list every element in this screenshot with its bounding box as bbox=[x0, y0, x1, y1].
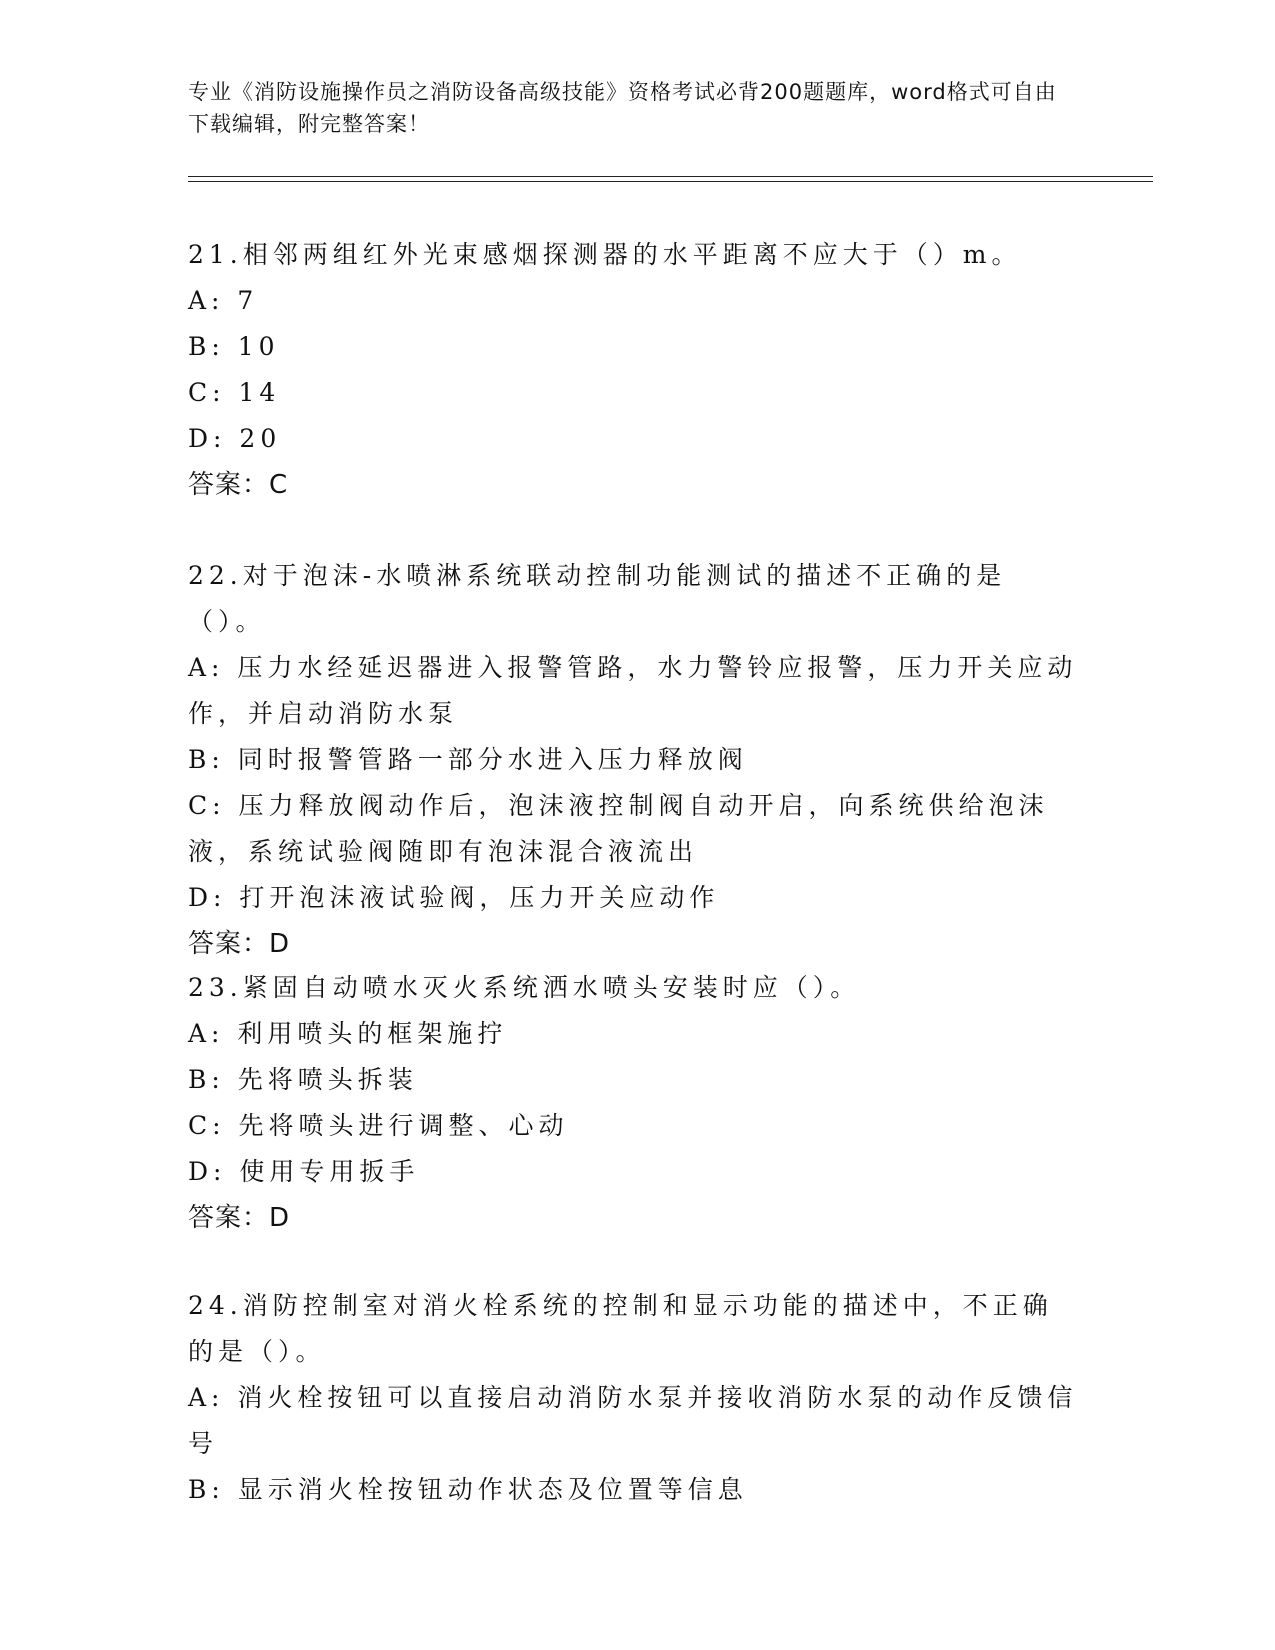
option-b: B: 同时报警管路一部分水进入压力释放阀 bbox=[188, 745, 748, 774]
option-d: D: 使用专用扳手 bbox=[188, 1157, 420, 1186]
option-b: B: 显示消火栓按钮动作状态及位置等信息 bbox=[188, 1475, 748, 1504]
option-a: A: 压力水经延迟器进入报警管路，水力警铃应报警，压力开关应动作，并启动消防水泵 bbox=[188, 653, 1078, 728]
document-header: 专业《消防设施操作员之消防设备高级技能》资格考试必背200题题库，word格式可自由下载编辑，附完整答案！ bbox=[188, 80, 1057, 136]
option-d: D: 打开泡沫液试验阀，压力开关应动作 bbox=[188, 883, 720, 912]
question-stem: 22.对于泡沫-水喷淋系统联动控制功能测试的描述不正确的是（）。 bbox=[188, 561, 1007, 636]
answer: 答案：D bbox=[188, 1203, 291, 1233]
answer: 答案：D bbox=[188, 929, 291, 959]
header-divider-top bbox=[188, 176, 1153, 177]
option-c: C: 先将喷头进行调整、心动 bbox=[188, 1111, 569, 1140]
option-b: B: 10 bbox=[188, 332, 280, 361]
header-divider-bottom bbox=[188, 181, 1153, 182]
question-stem: 21.相邻两组红外光束感烟探测器的水平距离不应大于（）m。 bbox=[188, 240, 1022, 269]
question-24 bbox=[188, 1283, 1078, 1513]
option-d: D: 20 bbox=[188, 424, 282, 453]
question-21 bbox=[188, 232, 1078, 508]
option-a: A: 消火栓按钮可以直接启动消防水泵并接收消防水泵的动作反馈信号 bbox=[188, 1383, 1078, 1458]
answer: 答案：C bbox=[188, 470, 289, 500]
option-a: A: 7 bbox=[188, 286, 259, 315]
question-stem: 24.消防控制室对消火栓系统的控制和显示功能的描述中，不正确的是（）。 bbox=[188, 1291, 1053, 1366]
option-a: A: 利用喷头的框架施拧 bbox=[188, 1019, 508, 1048]
question-23 bbox=[188, 965, 1078, 1241]
question-stem: 23.紧固自动喷水灭火系统洒水喷头安装时应（）。 bbox=[188, 973, 861, 1002]
option-b: B: 先将喷头拆装 bbox=[188, 1065, 418, 1094]
option-c: C: 压力释放阀动作后，泡沫液控制阀自动开启，向系统供给泡沫液，系统试验阀随即有泡沫混合液流出 bbox=[188, 791, 1049, 866]
option-c: C: 14 bbox=[188, 378, 281, 407]
question-22 bbox=[188, 553, 1078, 967]
